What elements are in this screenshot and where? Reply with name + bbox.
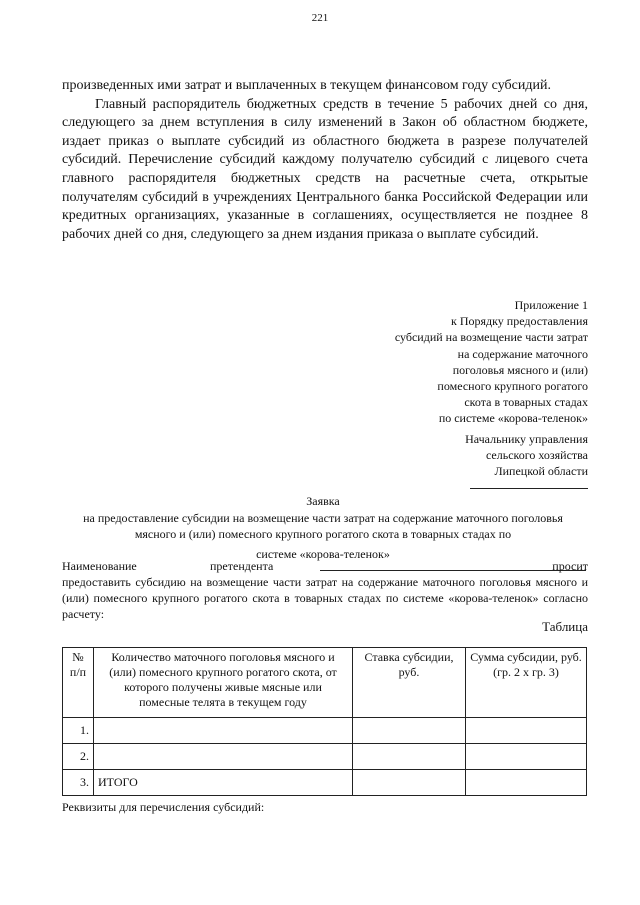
row-cell[interactable] [94,718,353,744]
appendix-line: к Порядку предоставления [450,314,588,329]
row-cell[interactable] [466,770,587,796]
row-cell[interactable] [353,718,466,744]
row-cell[interactable] [466,718,587,744]
appendix-line: Приложение 1 [514,298,588,312]
row-number: 1. [63,718,94,744]
application-subtitle-line: мясного и (или) помесного крупного рогатого скота в товарных стадах по [134,527,512,541]
paragraph-main: Главный распорядитель бюджетных средств в течение 5 рабочих дней со дня, следующего за днем вступления в силу изменений в Закон об областном бюджете, издает приказ о выплате субсидий из областного бюджета в разрезе получателей субсидий. Перечисление субсидий каждому получателю субсидий с лицевого счета главного распорядителя бюджетных средств на расчетные счета, открытые получателям субсидий в учреждениях Центрального банка Российской Федерации или кредитных организациях, указанные в соглашениях, осуществляется не позднее 8 рабочих дней со дня, следующего за днем издания приказа о выплате субсидий. [62,96,588,242]
table-row-total [63,770,587,796]
appendix-line: помесного крупного рогатого [437,379,588,394]
signature-line [470,488,588,489]
applicant-request-word: просит [552,559,588,573]
appendix-line: поголовья мясного и (или) [452,362,588,377]
application-title-block [58,493,588,562]
header-rate: Ставка субсидии, руб. [353,648,466,718]
table-header-row [63,648,587,718]
row-number: 3. [63,770,94,796]
body-text [62,77,588,244]
row-cell[interactable] [353,770,466,796]
subsidy-calculation-table [62,647,587,796]
header-livestock-count: Количество маточного поголовья мясного и (или) помесного крупного рогатого скота, от которого получены живые мясные или помесные телята в текущем году [94,648,353,718]
page-number: 221 [311,12,329,24]
application-subtitle-line: на предоставление субсидии на возмещение части затрат на содержание маточного поголовья [83,510,563,525]
row-number: 2. [63,744,94,770]
header-number: № п/п [63,648,94,718]
applicant-label: Наименование [62,559,137,573]
appendix-line: субсидий на возмещение части затрат [394,330,588,345]
row-cell[interactable] [94,744,353,770]
appendix-line: скота в товарных стадах [464,395,588,410]
applicant-label-2: претендента [210,559,274,573]
applicant-section [62,558,588,622]
appendix-line: на содержание маточного [457,346,588,361]
appendix-header [395,297,588,427]
addressee-line: Липецкой области [494,464,588,479]
total-label: ИТОГО [94,770,353,796]
table-label: Таблица [542,619,588,634]
appendix-line: по системе «корова-теленок» [438,411,588,426]
applicant-request-text: предоставить субсидию на возмещение части затрат на содержание маточного поголовья мясного и (или) помесного крупного рогатого скота в товарных стадах по системе «корова-теленок» согласно расчету: [62,575,588,621]
applicant-name-blank[interactable] [320,570,586,571]
row-cell[interactable] [466,744,587,770]
addressee-line: сельского хозяйства [485,448,588,463]
addressee-line: Начальнику управления [465,432,588,446]
row-cell[interactable] [353,744,466,770]
table-row [63,718,587,744]
header-amount: Сумма субсидии, руб. (гр. 2 х гр. 3) [466,648,587,718]
application-subtitle-line: системе «корова-теленок» [256,546,390,561]
paragraph-continuation: произведенных ими затрат и выплаченных в текущем финансовом году субсидий. [62,78,551,93]
addressee-block [465,431,588,480]
application-title: Заявка [306,494,340,508]
requisites-label: Реквизиты для перечисления субсидий: [62,800,265,814]
table-row [63,744,587,770]
